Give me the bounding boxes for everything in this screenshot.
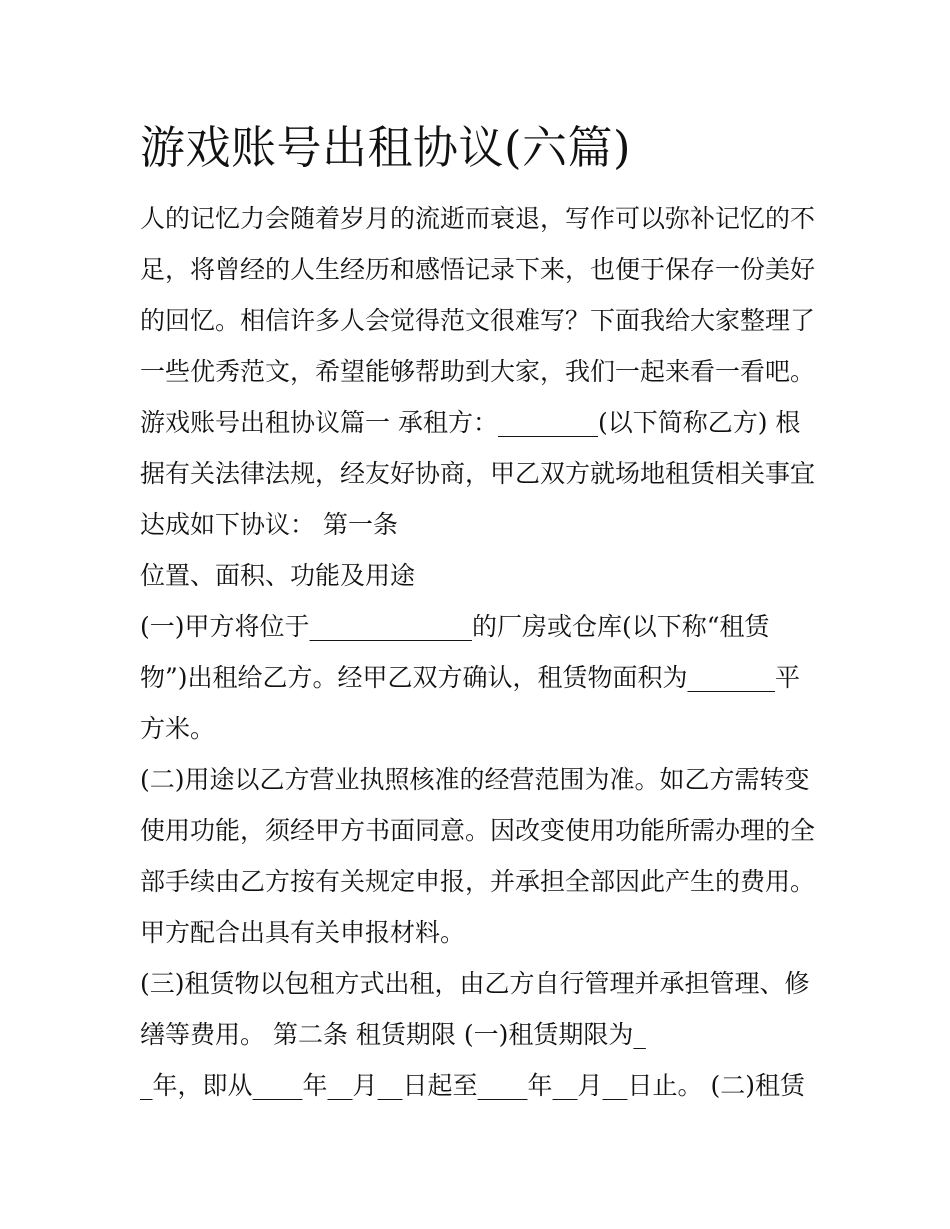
body-line-13: 使用功能，须经甲方书面同意。因改变使用功能所需办理的全 (140, 816, 816, 845)
body-line-2: 足，将曾经的人生经历和感悟记录下来，也便于保存一份美好 (140, 255, 816, 284)
body-line-14: 部手续由乙方按有关规定申报，并承担全部因此产生的费用。 (140, 867, 816, 896)
body-line-17: 缮等费用。 第二条 租赁期限 (一)租赁期限为_ (140, 1020, 646, 1049)
body-line-3: 的回忆。相信许多人会觉得范文很难写？下面我给大家整理了 (140, 306, 816, 335)
body-line-12: (二)用途以乙方营业执照核准的经营范围为准。如乙方需转变 (140, 765, 810, 794)
body-line-4: 一些优秀范文，希望能够帮助到大家，我们一起来看一看吧。 (140, 357, 816, 386)
body-line-7: 达成如下协议： 第一条 (140, 510, 398, 539)
body-line-5: 游戏账号出租协议篇一 承租方：________(以下简称乙方) 根 (140, 408, 801, 437)
body-line-9: (一)甲方将位于_____________的厂房或仓库(以下称“租赁 (140, 612, 770, 641)
body-line-8: 位置、面积、功能及用途 (140, 561, 416, 590)
body-line-16: (三)租赁物以包租方式出租，由乙方自行管理并承担管理、修 (140, 969, 810, 998)
body-line-10: 物”)出租给乙方。经甲乙双方确认，租赁物面积为_______平 (140, 663, 801, 692)
body-line-1: 人的记忆力会随着岁月的流逝而衰退，写作可以弥补记忆的不 (140, 204, 816, 233)
body-line-6: 据有关法律法规，经友好协商，甲乙双方就场地租赁相关事宜 (140, 459, 816, 488)
body-line-11: 方米。 (140, 714, 216, 743)
body-line-15: 甲方配合出具有关申报材料。 (140, 918, 466, 947)
document-title: 游戏账号出租协议(六篇) (140, 121, 632, 174)
body-line-18: _年，即从____年__月__日起至____年__月__日止。 (二)租赁 (140, 1071, 805, 1100)
